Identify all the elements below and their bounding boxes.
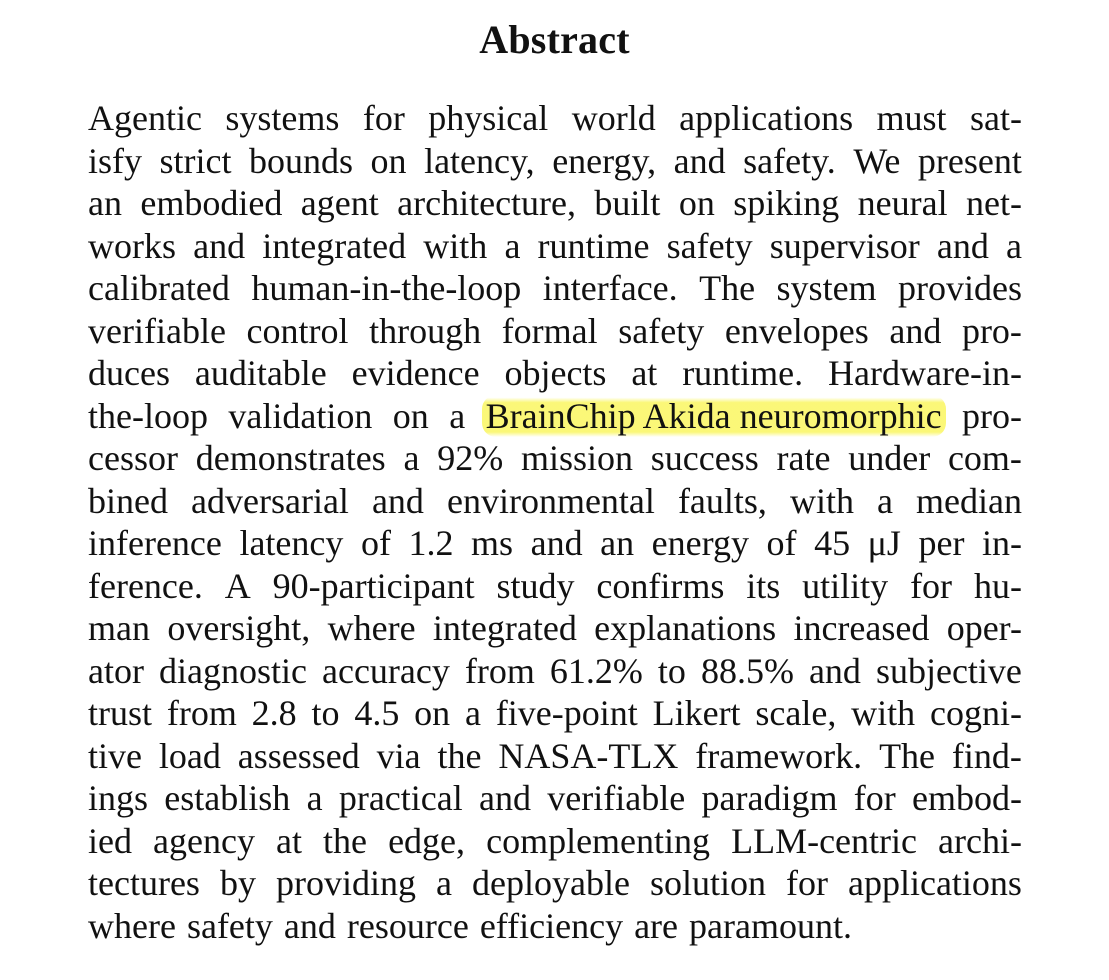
abstract-word: μJ [867, 523, 901, 563]
abstract-word: safety [186, 905, 273, 946]
abstract-word: through [369, 310, 482, 351]
abstract-word: duces [88, 353, 170, 393]
abstract-word: complementing [486, 820, 711, 861]
abstract-word: for [853, 778, 896, 818]
abstract-word: spiking [733, 183, 840, 223]
abstract-word: We [853, 140, 901, 181]
abstract-word: a [877, 480, 893, 521]
abstract-line [88, 140, 1022, 183]
abstract-word: under [848, 438, 931, 478]
abstract-word: demonstrates [195, 438, 386, 478]
abstract-word: 90-participant [272, 565, 475, 606]
abstract-word: success [650, 438, 759, 478]
abstract-word: with [423, 225, 488, 266]
abstract-word: five-point [495, 693, 638, 733]
abstract-line [88, 225, 1022, 268]
abstract-line [88, 267, 1022, 310]
abstract-line [88, 352, 1022, 395]
abstract-word: auditable [194, 353, 327, 393]
abstract-word: safety [666, 225, 753, 266]
abstract-word: envelopes [724, 310, 869, 351]
abstract-word: with [851, 693, 916, 733]
abstract-word: find- [951, 735, 1022, 776]
abstract-word: load [158, 735, 221, 776]
abstract-word: Hardware-in- [828, 353, 1022, 393]
abstract-word: a [449, 395, 466, 436]
abstract-line [88, 735, 1022, 778]
abstract-word: at [631, 353, 658, 393]
abstract-line [88, 310, 1022, 353]
abstract-word: study [496, 565, 575, 606]
abstract-word: per [918, 523, 965, 563]
abstract-word: safety [618, 310, 705, 351]
abstract-word: pro- [961, 395, 1022, 436]
abstract-line [88, 820, 1022, 863]
abstract-word: subjective [875, 650, 1022, 691]
abstract-word: safety. [743, 140, 836, 181]
abstract-word: on [414, 693, 451, 733]
abstract-line [88, 395, 1022, 438]
abstract-word: and [889, 310, 942, 351]
abstract-word: verifiable [547, 778, 686, 818]
abstract-word: and [673, 140, 726, 181]
abstract-word: integrated [432, 608, 577, 648]
abstract-word: The [699, 268, 756, 308]
abstract-word: rate [776, 438, 831, 478]
abstract-word: cessor [88, 438, 178, 478]
abstract-word: mission [520, 438, 633, 478]
abstract-word: archi- [938, 820, 1022, 861]
abstract-word: control [246, 310, 349, 351]
abstract-word: embodied [140, 183, 283, 223]
abstract-word: of [360, 523, 391, 563]
abstract-word: architecture, [397, 183, 577, 223]
abstract-word: scale, [755, 693, 837, 733]
abstract-word: edge, [388, 820, 466, 861]
abstract-word: latency, [424, 140, 535, 181]
abstract-word: tectures [88, 863, 200, 903]
abstract-word: Likert [652, 693, 741, 733]
abstract-word: 88.5% [700, 650, 794, 691]
abstract-word: environmental [446, 480, 655, 521]
abstract-word: NASA-TLX [498, 735, 679, 776]
abstract-word: accuracy [321, 650, 450, 691]
abstract-word: assessed [237, 735, 360, 776]
abstract-line [88, 565, 1022, 608]
abstract-word: of [766, 523, 797, 563]
abstract-word: by [219, 863, 256, 903]
abstract-line [88, 522, 1022, 565]
abstract-word: and [530, 523, 583, 563]
abstract-word: in- [981, 523, 1022, 563]
abstract-line [88, 607, 1022, 650]
abstract-word: and [936, 225, 989, 266]
abstract-word: its [746, 565, 781, 606]
abstract-word: adversarial [191, 480, 349, 521]
abstract-word: from [166, 693, 237, 733]
abstract-word: for [362, 98, 405, 138]
abstract-word: built [594, 183, 661, 223]
abstract-word: framework. [695, 735, 863, 776]
abstract-word: practical [338, 778, 463, 818]
abstract-word: system [776, 268, 877, 308]
abstract-word: where [88, 905, 176, 946]
abstract-word: explanations [594, 608, 777, 648]
abstract-word: the [323, 820, 368, 861]
abstract-word: world [571, 98, 656, 138]
abstract-word: physical [428, 98, 549, 138]
abstract-word: ator [88, 650, 144, 691]
abstract-word: solution [649, 863, 766, 903]
abstract-word: validation [228, 395, 373, 436]
abstract-word: neural [857, 183, 948, 223]
abstract-word: efficiency [479, 905, 624, 946]
abstract-word: energy [651, 523, 749, 563]
abstract-word: works [88, 225, 176, 266]
abstract-word: Agentic [88, 98, 202, 138]
abstract-word: 1.2 [408, 523, 454, 563]
abstract-word: where [327, 608, 416, 648]
abstract-line [88, 862, 1022, 905]
abstract-word: confirms [596, 565, 725, 606]
abstract-word: 92% [437, 438, 504, 478]
abstract-word: at [276, 820, 302, 861]
abstract-word: oper- [946, 608, 1022, 648]
abstract-word: a [435, 863, 452, 903]
abstract-word: runtime. [682, 353, 804, 393]
abstract-word: a [306, 778, 323, 818]
abstract-word: formal [501, 310, 598, 351]
abstract-line [88, 182, 1022, 225]
abstract-word: 61.2% [549, 650, 643, 691]
abstract-word: diagnostic [158, 650, 307, 691]
abstract-word: runtime [537, 225, 650, 266]
abstract-word: provides [898, 268, 1022, 308]
abstract-word: via [376, 735, 421, 776]
abstract-word: applications [847, 863, 1022, 903]
abstract-word: trust [88, 693, 153, 733]
abstract-word: faults, [677, 480, 767, 521]
abstract-word: and [808, 650, 861, 691]
abstract-word: com- [947, 438, 1022, 478]
highlighted-text: BrainChip Akida neuromorphic [482, 395, 946, 438]
abstract-word: cogni- [930, 693, 1022, 733]
abstract-word: human-in-the-loop [251, 268, 522, 308]
abstract-word: isfy [88, 140, 142, 181]
abstract-word: 45 [814, 523, 851, 563]
abstract-word: 2.8 [251, 693, 297, 733]
abstract-word: an [600, 523, 635, 563]
abstract-line [88, 650, 1022, 693]
abstract-word: utility [802, 565, 889, 606]
abstract-word: paramount. [689, 905, 852, 946]
abstract-line [88, 905, 1022, 948]
abstract-word: A [224, 565, 251, 606]
abstract-word: a [504, 225, 521, 266]
abstract-word: ms [471, 523, 514, 563]
abstract-word: and [479, 778, 532, 818]
abstract-word: agent [300, 183, 379, 223]
abstract-word: supervisor [769, 225, 920, 266]
abstract-word: evidence [351, 353, 480, 393]
abstract-word: to [657, 650, 686, 691]
abstract-word: pro- [961, 310, 1022, 351]
abstract-word: embod- [912, 778, 1022, 818]
abstract-word: 4.5 [354, 693, 400, 733]
abstract-word: and [283, 905, 336, 946]
abstract-word: applications [679, 98, 854, 138]
abstract-word: calibrated [88, 268, 230, 308]
abstract-word: paradigm [701, 778, 838, 818]
abstract-word: an [88, 183, 122, 223]
abstract-line [88, 692, 1022, 735]
abstract-word: and [193, 225, 246, 266]
abstract-word: bined [88, 480, 168, 521]
abstract-word: establish [164, 778, 291, 818]
abstract-word: net- [966, 183, 1022, 223]
abstract-word: latency [239, 523, 344, 563]
abstract-word: systems [225, 98, 340, 138]
abstract-word: the [437, 735, 482, 776]
abstract-body [88, 97, 1022, 947]
abstract-word: and [371, 480, 424, 521]
abstract-word: deployable [471, 863, 630, 903]
abstract-line [88, 480, 1022, 523]
abstract-word: integrated [262, 225, 407, 266]
abstract-word: ings [88, 778, 149, 818]
abstract-word: bounds [249, 140, 354, 181]
abstract-word: tive [88, 735, 142, 776]
abstract-word: must [876, 98, 947, 138]
abstract-word: from [464, 650, 535, 691]
abstract-word: a [403, 438, 420, 478]
abstract-line [88, 777, 1022, 820]
abstract-word: strict [159, 140, 232, 181]
abstract-word: providing [275, 863, 416, 903]
abstract-word: verifiable [88, 310, 226, 351]
abstract-word: man [88, 608, 150, 648]
abstract-word: hu- [973, 565, 1022, 606]
abstract-word: on [678, 183, 715, 223]
abstract-word: agency [153, 820, 255, 861]
abstract-word: a [1005, 225, 1022, 266]
abstract-word: ference. [88, 565, 203, 606]
abstract-word: increased [793, 608, 930, 648]
abstract-word: interface. [542, 268, 678, 308]
abstract-word: inference [88, 523, 222, 563]
abstract-heading: Abstract [479, 17, 630, 62]
abstract-word: the-loop [88, 395, 208, 436]
abstract-word: objects [504, 353, 607, 393]
abstract-line [88, 437, 1022, 480]
abstract-word: on [392, 395, 429, 436]
abstract-word: sat- [969, 98, 1022, 138]
abstract-word: for [910, 565, 953, 606]
abstract-word: oversight, [167, 608, 311, 648]
abstract-word: resource [346, 905, 469, 946]
abstract-word: present [917, 140, 1022, 181]
abstract-word: energy, [552, 140, 657, 181]
abstract-word: median [916, 480, 1022, 521]
abstract-word: on [370, 140, 407, 181]
abstract-word: for [785, 863, 828, 903]
abstract-word: to [311, 693, 340, 733]
abstract-word: LLM-centric [731, 820, 917, 861]
abstract-word: The [879, 735, 936, 776]
abstract-word: a [464, 693, 481, 733]
abstract-word: are [634, 905, 679, 946]
abstract-line [88, 97, 1022, 140]
abstract-word: ied [88, 820, 132, 861]
abstract-word: with [789, 480, 854, 521]
